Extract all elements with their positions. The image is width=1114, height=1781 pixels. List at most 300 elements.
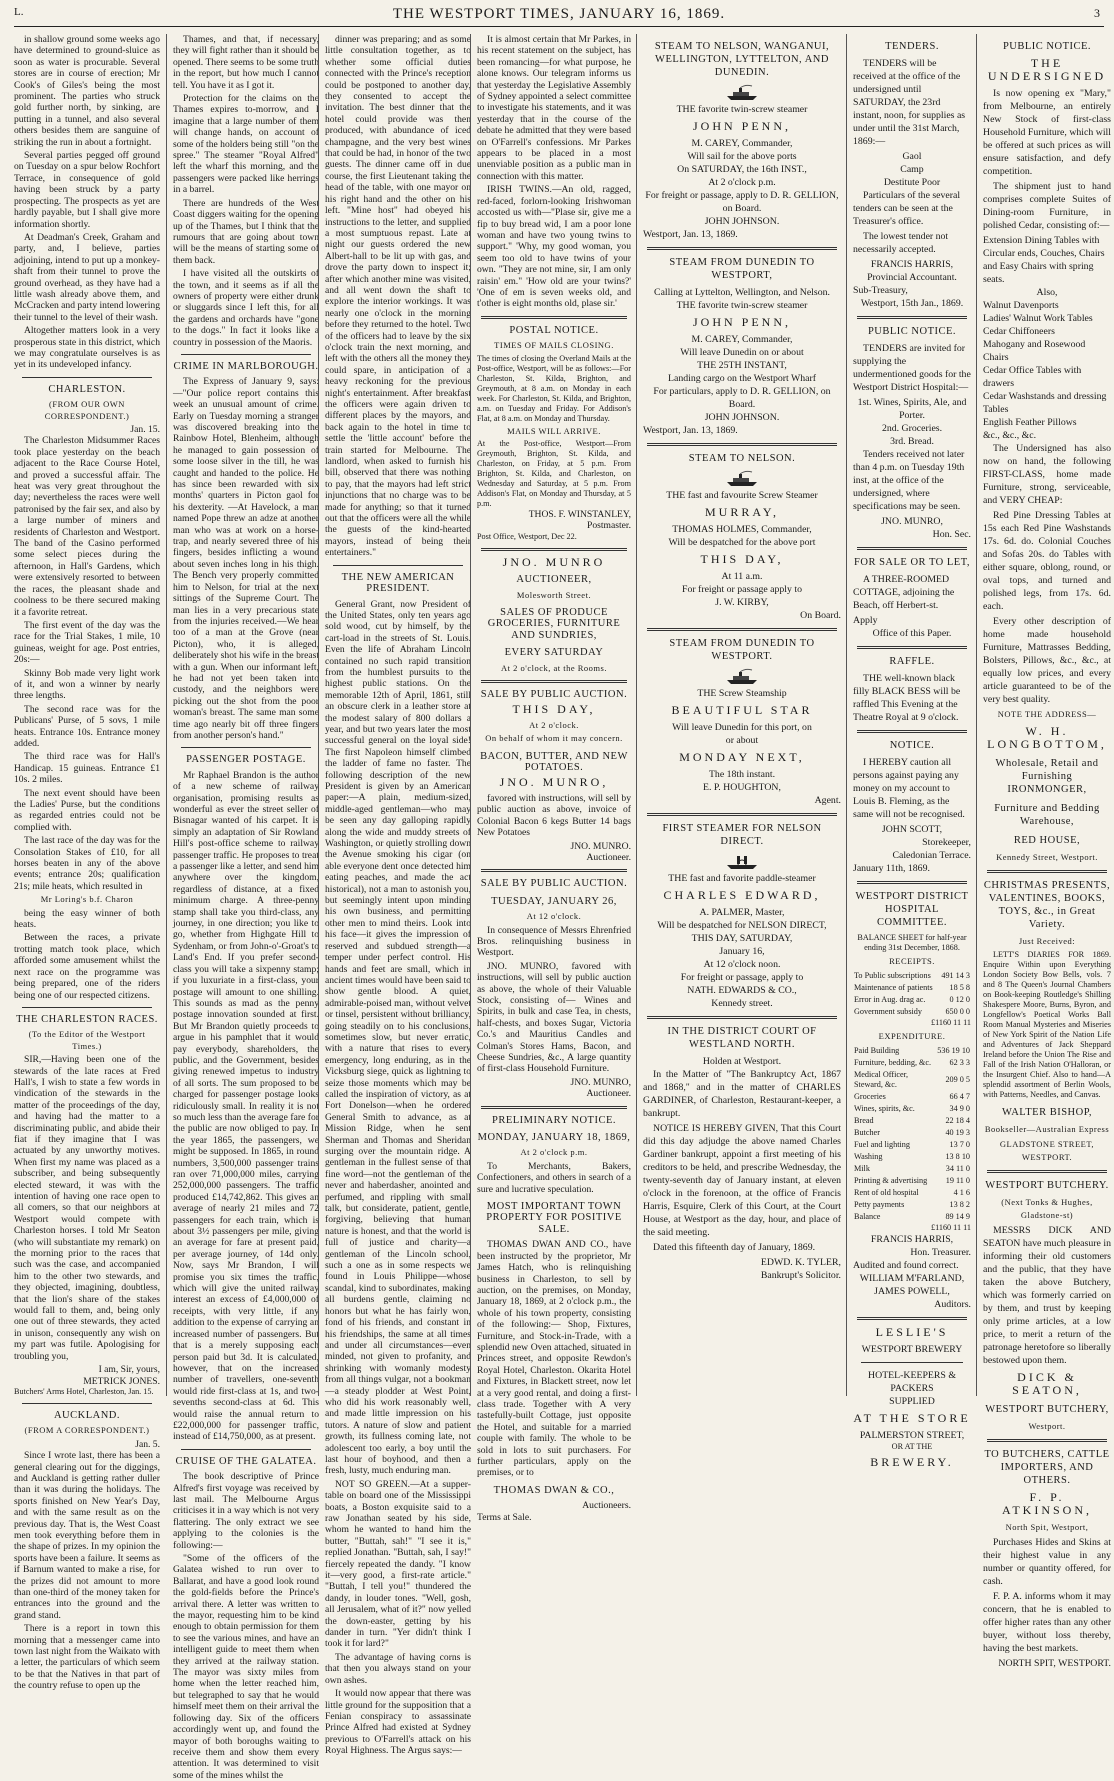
auctioneer-name: JNO. MUNRO,	[499, 775, 609, 790]
heading-new-president: THE NEW AMERICAN PRESIDENT.	[341, 571, 455, 595]
divider	[861, 1362, 963, 1363]
signature-role: Auditors.	[934, 1299, 971, 1310]
dateline: Post Office, Westport, Dec 22.	[477, 531, 577, 541]
paragraph: SIR,—Having been one of the stewards of the late races at Fred Hall's, I wish to state a few words in vindication of the stewards in the matter of the proceedings of the day, and having had the matter to a discriminating public, and abide their fiat if they imagine that I was actuated by any unworthy motives. When first my name was placed as a subscriber, and being subsequently elected steward, it was with the intention of having one race open to all comers, so that our neighbors at Westport would compete with Charleston horses. I told Mr Seaton (who will substantiate my remark) on the morning prior to the races that such was the case, and accompanied him to the other two stewards, and they objected, imagining, doubtless, that the lion's share of the stakes would fall to them, and, being only one out of three stewards, they acted in unison, consequently any wish on my part was futile. Apologising for troubling you,	[14, 1054, 160, 1362]
postal-schedule: The times of closing the Overland Mails at the Post-office, Westport, will be as follows:—For Charleston, St. Kilda, Brighton, and Greymouth, at 8 a.m. on Monday in each week. For Charleston, St. Kilda, and Brighton, a.m. on Tuesday and Friday. For Addison's Flat, at 8 a.m. on Monday and Thursday.	[477, 353, 631, 423]
divider	[647, 443, 837, 446]
divider	[857, 881, 967, 884]
paragraph: Several parties pegged off ground on Tuesday on a spur below Rochfort Terrace, in consequence of gold having been struck by a party prospecting. The prospects as yet are hardly payable, but I shall give more information shortly.	[14, 150, 160, 230]
signature: JOHN JOHNSON.	[704, 412, 780, 423]
signature: JNO. MUNRO,	[881, 516, 943, 527]
balance-label: Medical Officer, Steward, &c.	[854, 1070, 909, 1089]
signature: JOHN SCOTT,	[881, 824, 943, 835]
balance-row	[853, 1139, 971, 1151]
column-7	[976, 34, 1111, 1669]
ad-date: THE 25TH INSTANT,	[697, 360, 787, 371]
furniture-item: Extension Dining Tables with Circular ends, Couches, Chairs and Easy Chairs with spring seats.	[983, 235, 1105, 285]
paragraph: The Charleston Midsummer Races took place yesterday on the beach adjacent to the Race Course Hotel, and proved a successful affair. The heat was very great throughout the day; nevertheless the races were well patronised by the fair sex, and also by a large number of miners and residents of Charleston and Westport. The band of the Casino performed some select pieces during the afternoon, in Hall's Gardens, which were extensively resorted to between the races, the pleasant shade and coolness to be there secured making it a favorite retreat.	[14, 435, 160, 618]
heading-butchers: TO BUTCHERS, CATTLE IMPORTERS, AND OTHERS.	[984, 1449, 1110, 1486]
subheading: (To the Editor of the Westport Times.)	[28, 1029, 146, 1051]
heading-for-sale: FOR SALE OR TO LET,	[854, 557, 970, 568]
divider	[481, 548, 627, 551]
auditor-name: JAMES POWELL,	[874, 1286, 950, 1297]
heading-charleston-races: THE CHARLESTON RACES.	[16, 1013, 158, 1025]
paragraph: Red Pine Dressing Tables at 15s each Red Pine Washstands 17s. 6d. do. Colonial Couches and Sofas 20s. do Tables with either square, oblong, round, or oval tops, and turned and polished legs, from 17s. 6d. each.	[983, 510, 1111, 612]
ship-commander: THOMAS HOLMES, Commander,	[672, 524, 812, 535]
balance-value: 66 4 7	[949, 1092, 970, 1101]
balance-row	[853, 1163, 971, 1175]
ship-commander: M. CAREY, Commander,	[691, 138, 793, 149]
signature: THOMAS DWAN & CO.,	[493, 1484, 615, 1496]
balance-value: 22 18 4	[945, 1116, 970, 1125]
balance-label: Printing & advertising	[854, 1176, 928, 1185]
divider	[857, 730, 967, 733]
ad-or: or about	[725, 735, 759, 746]
merchant-trade: Wholesale, Retail and Furnishing IRONMONGER,	[995, 758, 1099, 795]
balance-label: Butcher	[854, 1128, 880, 1137]
signature-role: Provincial Accountant.	[867, 272, 957, 283]
newspaper-title: THE WESTPORT TIMES, JANUARY 16, 1869.	[392, 6, 726, 22]
ad-date: January 16,	[719, 946, 765, 957]
book-list: LETT'S DIARIES FOR 1869. Enquire Within upon Everything London Society Bow Bells, vols. 7 and 8 The Queen's Journal Chambers on Book-keeping Routledge's Shilling Shakespere Moore, Burns, Byron, and Longfellow's Poetical Works Ball Room Manual Mysteries and Miseries of New York Spirit of the Nation Life and Adventures of Jack Sheppard Ireland before the Union The Rise and Fall of the Irish Nation O'Halloran, or the Insurgent Chief. Also to hand—A splendid assortment of Berlin Wools, with Patterns, Needles, and Canvas.	[983, 950, 1111, 1099]
signature: JNO. MUNRO,	[570, 1076, 631, 1088]
auction-time: At 2 o'clock, at the Rooms.	[501, 662, 607, 673]
paragraph: It would now appear that there was little ground for the supposition that a Fenian conspiracy to assassinate Prince Alfred had existed at Sydney previous to O'Farrell's attack on his Royal Highness. The Argus says:—	[325, 1688, 471, 1757]
paragraph: TENDERS will be received at the office of the undersigned until SATURDAY, the 23rd instant, noon, for supplies as under until the 31st March, 1869:—	[853, 58, 966, 147]
balance-value: 13 8 10	[945, 1152, 970, 1161]
signature: DICK & SEATON,	[1012, 1370, 1082, 1397]
merchant-address: NORTH SPIT, WESTPORT.	[998, 1658, 1111, 1669]
signature-role: Agent.	[814, 795, 841, 806]
heading-charleston: CHARLESTON.	[48, 383, 126, 395]
address: Caledonian Terrace.	[892, 850, 971, 861]
race-winner: Mr Loring's b.f. Charon	[40, 894, 134, 905]
ad-apply: For freight or passage, apply to	[680, 972, 804, 983]
expenditure-total: £1160 11 11	[930, 1223, 971, 1232]
balance-row	[853, 1175, 971, 1187]
balance-label: Rent of old hospital	[854, 1188, 919, 1197]
brewery-line: HOTEL-KEEPERS & PACKERS	[868, 1370, 956, 1394]
ad-date: THIS DAY, SATURDAY,	[691, 933, 793, 944]
balance-label: Petty payments	[854, 1200, 905, 1209]
divider	[181, 747, 311, 748]
column-2	[166, 34, 325, 1781]
heading-galatea: CRUISE OF THE GALATEA.	[175, 1455, 317, 1467]
column-1	[14, 34, 166, 1692]
balance-row	[853, 1091, 971, 1103]
balance-label: Maintenance of patients	[854, 983, 933, 992]
heading-postal-notice: POSTAL NOTICE.	[509, 324, 599, 336]
merchant-house: RED HOUSE,	[1013, 835, 1081, 846]
signature-role: Bookseller—Australian Express	[984, 1124, 1110, 1134]
divider	[22, 1403, 152, 1404]
signature: E. P. HOUGHTON,	[703, 782, 781, 793]
heading-auckland: AUCKLAND.	[53, 1409, 121, 1421]
ship-name: JOHN PENN,	[692, 315, 791, 329]
postal-arrivals: At the Post-office, Westport—From Greymouth, Brighton, St. Kilda, and Charleston, on Friday, at 5 p.m. From Brighton, St. Kilda, and Charleston, on Wednesday and Saturday, at 5 p.m. From Addison's Flat, on Monday and Thursday, at 5 p.m.	[477, 438, 631, 508]
subheading: TIMES OF MAILS CLOSING.	[494, 340, 614, 351]
paragraph: Every other description of home made household Furniture, Mattrasses Bedding, Bolsters, Pillows, &c., &c., at equally low prices, and every article guaranteed to be of the very best quality.	[983, 616, 1111, 705]
divider	[22, 377, 152, 378]
ship-name: JOHN PENN,	[692, 119, 791, 133]
balance-label: Bread	[854, 1116, 874, 1125]
masthead	[14, 4, 1104, 27]
balance-row	[853, 1115, 971, 1127]
auctioneer-title: AUCTIONEER,	[516, 574, 592, 586]
divider	[181, 1449, 311, 1450]
paragraph: There is a report in town this morning that a messenger came into town last night from the Waikato with a letter, the particulars of which seem to be that the Natives in that part of the country refuse to open up the	[14, 1623, 160, 1692]
balance-value: 18 5 8	[949, 983, 970, 992]
dateline: Westport, Jan. 13, 1869.	[643, 229, 738, 240]
signature-role: Bankrupt's Solicitor.	[760, 1270, 841, 1281]
balance-sheet-title: BALANCE SHEET for half-year ending 31st December, 1868.	[857, 933, 967, 952]
sale-terms: Terms at Sale.	[477, 1511, 532, 1523]
paragraph: Protection for the claims on the Thames expires to-morrow, and I imagine that a large number of them will change hands, on account of some of the holders being still "on the spree." The steamer "Royal Alfred" left the wharf this morning, and the passengers were packed like herrings in a barrel.	[173, 93, 319, 196]
paragraph: Purchases Hides and Skins at their highest value in any number or quantity offered, for cash.	[983, 1537, 1111, 1587]
paddle-steamer-icon	[725, 852, 759, 870]
ad-heading: FIRST STEAMER FOR NELSON DIRECT.	[662, 823, 822, 847]
tender-item: Camp	[900, 164, 924, 175]
ad-apply: For particulars, apply to D. R. GELLION, on Board.	[653, 386, 831, 410]
expenditure-table	[853, 1045, 971, 1223]
balance-row	[853, 1211, 971, 1223]
ad-body: Will sail for the above ports	[687, 151, 797, 162]
paragraph: THOMAS DWAN AND CO., have been instructed by the proprietor, Mr James Hatch, who is relinquishing business in Charleston, to sell by auction, on the premises, on Monday, January 18, 1869, at 2 o'clock p.m., the whole of his town property, consisting of the following:— Shop, Fixtures, Furniture, and Stock-in-Trade, with a splendid new Oven attached, situated in Princes street, and opposite Rewdon's Royal Hotel, Charleston. Okarita Hotel and Fixtures, in Blackett street, now let at a very good rental, and doing a first-class trade. Together with A very tastefully-built Cottage, just opposite the Hotel, and suitable for a married couple with family. The whole to be sold in lots to suit purchasers. For further particulars, apply on the premises, or to	[477, 1239, 631, 1479]
paragraph: The next event should have been the Ladies' Purse, but the conditions as regarded entries could not be complied with.	[14, 787, 160, 833]
column-6	[846, 34, 977, 1469]
auctioneer-address: Molesworth Street.	[516, 589, 592, 600]
balance-row	[853, 1006, 971, 1018]
paragraph: Particulars of the several tenders can be seen at the Treasurer's office.	[853, 190, 961, 227]
ad-apply: For freight or passage apply to	[682, 584, 802, 595]
ad-heading: STEAM TO NELSON, WANGANUI, WELLINGTON, LYTTELTON, AND DUNEDIN.	[654, 41, 830, 78]
signoff: I am, Sir, yours,	[98, 1364, 160, 1376]
furniture-item: Cedar Washstands and dressing Tables	[983, 391, 1107, 415]
furniture-item: Cedar Office Tables with drawers	[983, 365, 1082, 389]
auctioneer-name: JNO. MUNRO	[502, 554, 606, 569]
receipts-table	[853, 970, 971, 1018]
paragraph: To Merchants, Bakers, Confectioners, and others in search of a sure and lucrative speculation.	[477, 1160, 631, 1195]
brewery-line: AT THE STORE	[853, 1411, 971, 1425]
signature-role: Hon. Treasurer.	[910, 1247, 971, 1258]
ship-name: MURRAY,	[704, 505, 780, 519]
address-note: NOTE THE ADDRESS—	[997, 709, 1097, 719]
heading-public-notice: PUBLIC NOTICE.	[867, 326, 957, 337]
auditor-name: WILLIAM M'FARLAND,	[859, 1273, 965, 1284]
merchant-name: W. H. LONGBOTTOM,	[987, 724, 1107, 751]
divider	[857, 547, 967, 550]
heading-town-property: MOST IMPORTANT TOWN PROPERTY FOR POSITIVE SALE.	[486, 1201, 622, 1235]
balance-row	[853, 970, 971, 982]
divider	[481, 680, 627, 683]
paragraph: being the easy winner of both heats.	[14, 907, 160, 931]
divider	[647, 1016, 837, 1019]
ad-body: Will leave Dunedin for this port, on	[672, 722, 812, 733]
signature-role: Postmaster.	[587, 520, 631, 532]
paragraph: The third race was for Hall's Handicap. 15 guineas. Entrance £1 10s. 2 miles.	[14, 751, 160, 786]
ad-instant: The 18th instant.	[708, 769, 776, 780]
balance-label: Balance	[854, 1212, 881, 1221]
ad-date: MONDAY NEXT,	[679, 750, 805, 764]
address: Sub-Treasury,	[853, 285, 908, 296]
ad-time: At 2 o'clock p.m.	[708, 177, 776, 188]
signature: WALTER BISHOP,	[1001, 1107, 1093, 1118]
signature: JOHN JOHNSON.	[704, 216, 780, 227]
brewery-line: PALMERSTON STREET,	[859, 1430, 965, 1441]
furniture-item: Walnut Davenports	[983, 300, 1059, 311]
ad-apply: For freight or passage, apply to D. R. GELLION, on Board.	[645, 190, 839, 214]
signature-role: Hon. Sec.	[932, 529, 971, 540]
paragraph: The first event of the day was the race for the Trial Stakes, 1 mile, 10 guineas, weight for age. Post entries, 20s:—	[14, 619, 160, 666]
balance-value: 4 1 6	[953, 1188, 970, 1197]
balance-value: 34 9 0	[949, 1104, 970, 1113]
paragraph: Since I wrote last, there has been a general clearing out for the diggings, and Auckland is getting rather duller than it was during the holidays. The sports finished on New Year's Day, and with the same result as on the previous day. That is, the West Coast men took everything before them in the shape of prizes. In my opinion the sports have been a failure. It seems as if Barnum wanted to make a rise, for the prizes did not amount to more than one-third of the money taken for entrances into the ground and the grand stand.	[14, 1450, 160, 1621]
signature: FRANCIS HARRIS,	[870, 1234, 954, 1245]
receipts-total: £1160 11 11	[930, 1018, 971, 1027]
ad-intro: THE Screw Steamship	[697, 688, 787, 699]
heading-hospital-committee: WESTPORT DISTRICT HOSPITAL COMMITTEE.	[855, 891, 969, 928]
divider	[481, 316, 627, 319]
paragraph: THE well-known black filly BLACK BESS will be raffled This Evening at the Theatre Royal at 9 o'clock.	[853, 673, 961, 723]
signature: NATH. EDWARDS & CO.,	[687, 985, 797, 996]
ship-name: CHARLES EDWARD,	[663, 888, 821, 902]
subheading: (FROM A CORRESPONDENT.)	[24, 1425, 150, 1436]
sale-day: THIS DAY,	[512, 702, 596, 717]
paragraph: in shallow ground some weeks ago have determined to ground-sluice as soon as water is procurable. Several stores are in course of erection; Mr Cook's of Giles's being the most prominent. The parties who struck gold further north, by sinking, are putting in a tunnel, and also several others besides them are sanguine of striking the run in about a fortnight.	[14, 34, 160, 148]
ship-commander: M. CAREY, Commander,	[691, 334, 793, 345]
receipts-heading: RECEIPTS.	[889, 956, 935, 966]
ad-body: Will be despatched for the above port	[668, 537, 816, 548]
paragraph: favored with instructions, will sell by public auction as above, invoice of Colonial Bacon 6 kegs Butter 14 bags New Potatoes	[477, 792, 631, 839]
paragraph: Thames, and that, if necessary, they will fight rather than it should be opened. There seems to be some truth in the report, but how much I cannot tell. You have it as I got it.	[173, 34, 319, 91]
dateline: Westport, Jan. 13, 1869.	[643, 425, 738, 436]
signature-role: On Board.	[800, 610, 841, 621]
paragraph: "Some of the officers of the Galatea wished to run over to Ballarat, and have a good look round the gold-fields before the Prince's arrival there. A letter was written to the mayor, requesting him to be kind enough to obtain permission for them to see the various mines, and have an intelligent guide to meet them when they arrived at the railway station. The mayor was sixty miles from home when the letter reached him, but telegraphed to say that he would himself meet them on their arrival the following day. Six of the officers accordingly went up, and found the mayor of both boroughs waiting to receive them and show them every attention. It was determined to visit some of the mines whilst the	[173, 1553, 319, 1781]
divider	[333, 565, 463, 566]
paragraph: The shipment just to hand comprises complete Suites of Dining-room Furniture, in polished Cedar, consisting of:—	[983, 181, 1111, 231]
brewery-line: BREWERY.	[870, 1455, 954, 1469]
dateline: Jan. 15.	[130, 424, 160, 435]
ad-heading: IN THE DISTRICT COURT OF WESTLAND NORTH.	[667, 1026, 817, 1050]
balance-row	[853, 1069, 971, 1091]
paragraph: In the Matter of "The Bankruptcy Act, 1867 and 1868," and in the matter of CHARLES GARDINER, of Charleston, Restaurant-keeper, a bankrupt.	[643, 1069, 841, 1119]
furniture-item: Mahogany and Rosewood Chairs	[983, 339, 1086, 363]
merchant-name: F. P. ATKINSON,	[1002, 1490, 1092, 1517]
divider	[987, 1170, 1107, 1173]
paragraph: NOT SO GREEN.—At a supper-table on board one of the Mississippi boats, a Boston exquisite said to a raw Jonathan seated by his side, whom he wanted to hand him the butter, "Buttah, sah!" "I see it is," replied Jonathan. "Buttah, sah, I say!" fiercely repeated the dandy. "I know it—very good, a first-rate article." "Buttah, I tell you!" thundered the dandy, in louder tones. "Well, gosh, all Jerusalem, what of it?" now yelled the down-easter, getting by his dander in turn. "Yer didn't think I took it for lard?"	[325, 1478, 471, 1650]
paragraph: Between the races, a private trotting match took place, which afforded some amusement whilst the next race on the programme was being prepared, one of the riders being one of our respected citizens.	[14, 932, 160, 1001]
expenditure-heading: EXPENDITURE.	[878, 1031, 946, 1041]
furniture-item: Cedar Chiffoneers	[983, 326, 1055, 337]
ad-office: Office of this Paper.	[872, 628, 952, 639]
ad-body: Will leave Dunedin on or about	[680, 347, 804, 358]
furniture-item: Ladies' Walnut Work Tables	[983, 313, 1093, 324]
heading-crime: CRIME IN MARLBOROUGH.	[173, 360, 319, 372]
balance-row	[853, 1127, 971, 1139]
column-5	[636, 34, 847, 1396]
divider	[987, 870, 1107, 873]
signature: THOS. F. WINSTANLEY,	[528, 508, 631, 520]
ad-time: At 12 o'clock noon.	[703, 959, 781, 970]
heading-butchery: WESTPORT BUTCHERY.	[985, 1180, 1109, 1191]
steamship-icon	[725, 83, 759, 101]
tender-item: Gaol	[902, 151, 922, 162]
divider	[857, 316, 967, 319]
paragraph: JNO. MUNRO, favored with instructions, will sell by public auction as above, the whole of their Valuable Stock, consisting of— Wines and Spirits, in bulk and case Tea, in chests, half-chests, and boxes Sugar, Victoria Co.'s and Mauritius Candles and Colman's Stores Hams, Bacon, and Cheese Sundries, &c., A large quantity of first-class Household Furniture.	[477, 960, 631, 1075]
brewery-name: LESLIE'S	[875, 1325, 949, 1339]
balance-label: To Public subscriptions	[854, 971, 931, 980]
balance-value: 89 14 9	[945, 1212, 970, 1221]
paragraph: TENDERS are invited for supplying the undermentioned goods for the Westport District Hospital:—	[853, 343, 971, 393]
balance-label: Furniture, bedding, &c.	[854, 1058, 932, 1067]
paragraph: At Deadman's Creek, Graham and party, and, I believe, parties adjoining, intend to put up a monkey-shaft from their tunnel to prove the ground overhead, as they have had a little wash already above them, and McCracken and party intend lowering their tunnel to the level of their wash.	[14, 231, 160, 323]
furniture-item: English Feather Pillows	[983, 417, 1077, 428]
page-number: 3	[1094, 6, 1100, 20]
balance-row	[853, 1187, 971, 1199]
divider	[647, 813, 837, 816]
balance-value: 13 7 0	[949, 1140, 970, 1149]
signature: JNO. MUNRO.	[570, 840, 631, 852]
ad-date: On SATURDAY, the 16th INST.,	[677, 164, 807, 175]
balance-value: 13 8 2	[949, 1200, 970, 1209]
column-3	[318, 34, 477, 1757]
paragraph: The second race was for the Publicans' Purse, of 5 sovs, 1 mile heats. Entrance 10s. Entrance money added.	[14, 703, 160, 749]
paragraph: Dated this fifteenth day of January, 1869.	[653, 1242, 816, 1253]
paragraph: The advantage of having corns is that then you always stand on your own ashes.	[325, 1651, 471, 1686]
signature: METRICK JONES.	[83, 1375, 160, 1387]
dateline: Jan. 5.	[135, 1438, 160, 1450]
paragraph: In consequence of Messrs Ehrenfried Bros. relinquishing business in Westport.	[477, 924, 631, 959]
paragraph: It is almost certain that Mr Parkes, in his recent statement on the subject, has been romancing—for what purpose, he alone knows. Our telegram informs us that yesterday the Legislative Assembly of Sydney appointed a select committee to investigate his statements, and it was yesterday that in the course of the debate he admitted that they were based on O'Farrell's confessions. Mr Parkes appears to be placed in a most unenviable position as a public man in connection with this matter.	[477, 34, 631, 182]
sale-time: At 2 o'clock.	[529, 719, 579, 730]
tender-item: Destitute Poor	[883, 177, 941, 188]
notice-title: THE UNDERSIGNED	[987, 56, 1107, 83]
ad-heading: STEAM FROM DUNEDIN TO WESTPORT.	[669, 638, 815, 662]
balance-label: Milk	[854, 1164, 870, 1173]
furniture-item: &c., &c., &c.	[983, 430, 1037, 441]
ad-intro: THE favorite twin-screw steamer	[676, 300, 808, 311]
paragraph: The last race of the day was for the Consolation Stakes of £10, for all horses beaten in any of the above events; entrance 20s; qualification 21s; mile heats, which resulted in	[14, 835, 160, 892]
divider	[647, 628, 837, 631]
heading-sale: SALE BY PUBLIC AUCTION.	[480, 878, 628, 890]
balance-value: 34 11 0	[945, 1164, 970, 1173]
butchery-location: (Next Tonks & Hughes, Gladstone-st)	[1001, 1197, 1093, 1220]
merchant-address: GLADSTONE STREET, WESTPORT.	[999, 1139, 1095, 1162]
ship-name: BEAUTIFUL STAR	[671, 703, 813, 717]
paragraph: Mr Raphael Brandon is the author of a new scheme of railway organisation, promising results as wonderful as ever the street seller of Bisnagar wanted of his carpet. It is simply an adaptation of Sir Rowland Hill's post-office scheme to railway passenger traffic. He proposes to treat a passenger like a letter, and send him anywhere over the kingdom, regardless of distance, at a fixed minimum charge. A three-penny stamp shall take you third-class, any journey, in one direction; you like to go, whether from Highgate Hill to Sydenham, or from John-o'-Groat's to Land's End. If you prefer second-class you will take a sixpenny stamp; if you luxuriate in a first-class, your postage will amount to one shilling. This sounds as mad as the penny postage innovation sounded at first. But Mr Brandon quietly proceeds to argue in his pamphlet that it would pay everybody, shareholders, the public, and the Government, besides giving renewed impetus to industry of all sorts. The sum proposed to be charged for passenger postage looks ridiculously small. In reality it is not so much less than the average fare for the public are now obliged to pay. In the year 1865, the passengers, we might be supposed. In 1865, in round numbers, 3,500,000 passenger trains ran over 71,000,000 miles, carrying 252,000,000 passengers. The traffic produced £14,742,862. This gives an average of nearly 21 miles and 72 passengers for each train, which is about 3½ passengers per mile, giving an average for fare at present paid, per average journey, of 14d only. Now, says Mr Brandon, I will promise you six times the traffic, which will give the united railway interest an excess of £4,000,000 of receipts, with very little, if any addition to the expense of carrying an increased number of passengers. But that is a merely supposing each person paid but 3d. It is calculated, however, that on the increased number of travellers, one-seventh would ride first-class at 1s, and two-sevenths second-class at 6d. This would raise the annual return to £22,000,000 for passenger traffic, instead of £14,750,000, as at present.	[173, 769, 319, 1443]
balance-row	[853, 1199, 971, 1211]
heading-raffle: RAFFLE.	[889, 656, 935, 667]
ad-heading: STEAM TO NELSON.	[688, 453, 796, 464]
signature: FRANCIS HARRIS,	[870, 259, 954, 270]
heading-public-notice: PUBLIC NOTICE.	[1002, 41, 1092, 52]
received-note: Just Received:	[1018, 936, 1076, 946]
balance-value: 40 19 3	[945, 1128, 970, 1137]
butchery-place: Westport.	[1028, 1421, 1066, 1431]
balance-label: Wines, spirits, &c.	[854, 1104, 915, 1113]
balance-value: 0 12 0	[949, 995, 970, 1004]
paragraph: The lowest tender not necessarily accepted.	[853, 231, 949, 255]
paragraph: I HEREBY caution all persons against paying any money on my account to Louis B. Fleming, as the same will not be recognised.	[853, 757, 965, 820]
signature-role: Auctioneers.	[582, 1500, 631, 1512]
ad-heading: STEAM FROM DUNEDIN TO WESTPORT,	[669, 257, 815, 281]
balance-label: Error in Aug. drag ac.	[854, 995, 926, 1004]
steamship-icon	[725, 667, 759, 685]
paragraph: I have visited all the outskirts of the town, and it seems as if all the owners of property were either drunk or sluggards since I left this, for all the gardens and orchards have "gone to the dogs." In fact it looks like a country in possession of the Maoris.	[173, 268, 319, 348]
balance-label: Groceries	[854, 1092, 886, 1101]
sale-goods: BACON, BUTTER, AND NEW POTATOES.	[480, 750, 628, 774]
butchery-name: WESTPORT BUTCHERY,	[985, 1404, 1109, 1415]
divider	[857, 646, 967, 649]
paragraph: MESSRS DICK AND SEATON have much pleasure in informing their old customers and the public, that they have taken the above Butchery, which was formerly carried on by them, and trust by keeping only prime articles, at a low price, to merit a return of the patronage heretofore so liberally bestowed upon them.	[983, 1225, 1111, 1366]
paragraph: NOTICE IS HEREBY GIVEN, That this Court did this day adjudge the above named Charles Gardiner bankrupt, appoint a first meeting of his creditors to be held, and prescribe Wednesday, the twenty-seventh day of January instant, at eleven o'clock in the forenoon, at the office of Francis Harris, Esquire, Clerk of this Court, at the Court House, at Westport as the day, hour, and place of the said meeting.	[643, 1123, 841, 1238]
merchant-address: Kennedy Street, Westport.	[996, 852, 1098, 862]
tender-item: 3rd. Bread.	[890, 436, 934, 447]
furniture-item: Also,	[1036, 287, 1058, 298]
sale-date: TUESDAY, JANUARY 26,	[491, 895, 617, 907]
paragraph: Is now opening ex "Mary," from Melbourne, an entirely New Stock of first-class Household Furniture, which will be offered at such prices as will ensure satisfaction, and defy competition.	[983, 88, 1111, 177]
heading-notice: NOTICE.	[889, 740, 935, 751]
signature-role: Auctioneer.	[586, 1088, 631, 1100]
divider	[857, 1317, 967, 1320]
divider	[481, 1106, 627, 1109]
ad-apply: Apply	[853, 615, 878, 626]
agent-address: Kennedy street.	[711, 998, 773, 1009]
ad-body: Will be despatched for NELSON DIRECT,	[657, 920, 827, 931]
balance-label: Paid Building	[854, 1046, 900, 1055]
signature: EDWD. K. TYLER,	[760, 1257, 841, 1268]
signature: J. W. KIRBY,	[715, 597, 769, 608]
divider	[481, 869, 627, 872]
brewery-line: OR AT THE	[891, 1442, 933, 1451]
brewery-title: WESTPORT BREWERY	[861, 1344, 963, 1355]
heading-passenger-postage: PASSENGER POSTAGE.	[186, 754, 306, 766]
paragraph: General Grant, now President of the United States, only ten years ago sold wood, cut by himself, by the cart-load in the streets of St. Louis. Even the life of Abraham Lincoln contained no such rapid transition from the humblest pursuits to the highest public stations. On the memorable 12th of April, 1861, still an obscure clerk in a leather store at the modest salary of 800 dollars a year, and but two years later the most successful general on the loyal side! The first Napoleon himself climbed the ladder of fame no faster. The following description of the new President is given by an American paper:—A plain, medium-sized, middle-aged gentleman—who may be seen any day galloping rapidly along the wide and muddy streets of Washington, or quietly strolling down the Avenue smoking his cigar (on able everyone dent once detected him eating peaches, and made the act historical), not a man to astonish you, but seemingly intent upon minding his own business, and permitting other men to mind theirs. Look into his face—it gives the impression of reserved and subdued strength—a temper under perfect control. His hands and feet are small, which in ancient times would have been said to show gentle blood. A quiet, admirable-poised man, without velvet or tinsel, persistent without brilliancy, going steadily on to his conclusions, sometimes slow, but never erratic, with a nature that rises to every emergency, long enduring, as in the Vicksburg siege, quick as lightning to seize those moments which may be called the inspiration of victory, as at Fort Donelson—when he ordered General Smith to advance, as at Mission Ridge, when he sent Sherman and Thomas and Sheridan surging over the mountain ridge. A gentleman in the fullest sense of that fine word—not the gentleman of the never and haberdasher, anointed and perfumed, and rippling with small talk, but considerate, patient, gentle, forgiving, believing that human nature is honest, and that the world is full of justice and charity—a gentleman of the Lincoln school, such a one as in some respects we found in Louis Philippe—whose scandal, kind to subordinates, making all burdens gentle, claiming no honors but what he has fairly won, fond of his friends, and constant in his friendships, the same at all times and under all circumstances—even minded, not given to profanity, and shrinking with womanly modesty from all things vulgar, not a bookman—a steady plodder at West Point, who did his work reasonably well, and made little impression on his tutors. A nature of slow and patient growth, its fullness coming late, not adolescent too early, a boy until the last hour of boyhood, and then a fresh, lusty, much enduring man.	[325, 598, 471, 1477]
heading-tenders: TENDERS.	[885, 41, 939, 52]
paragraph: dinner was preparing; and as some little consultation together, as to whether some official duties connected with the Prince's reception could be postponed to another day, they consented to accept the invitation. The best dinner that the hotel could provide was then produced, with abundance of iced champagne, and the very best wines that could be had, in honor of the two guests. The dinner came off in due course, the first Lieutenant taking the head of the table, with one mayor on his right hand and the other on his left. "Mine host" had obeyed his instructions to the letter, and supplied a most sumptuous repast. Late at night our guests ordered the new Albert-hall to be lit up with gas, and drove the party down to inspect it; after which another mine was visited, and all went down the shaft to explore the interior workings. It was nearly one o'clock in the morning before they returned to the hotel. Two of the officers had to leave by the six o'clock train the next morning, and left with the others all the money they could spare, in anticipation of a heavy reckoning for the previous night's entertainment. After breakfast the officers were again driven to different places by the mayors, and back again to the hotel in time to settle the 'little account' before the train started for Melbourne. The landlord, when asked to furnish his bill, observed that there was nothing to pay, that the mayors had left strict injunctions that no charge was to be made for anything; so that it turned out that the officers were all the while the guests of the kind-hearted mayors, instead of being their entertainers."	[325, 34, 471, 559]
balance-row	[853, 982, 971, 994]
divider	[647, 247, 837, 250]
court-location: Holden at Westport.	[702, 1056, 782, 1067]
ad-intro: THE fast and favorite paddle-steamer	[668, 873, 816, 884]
balance-label: Government subsidy	[854, 1007, 922, 1016]
merchant-trade: Furniture and Bedding Warehouse,	[994, 803, 1100, 827]
notice-date: MONDAY, JANUARY 18, 1869,	[477, 1132, 631, 1144]
signature-role: Auctioneer.	[586, 851, 631, 863]
sale-time: At 12 o'clock.	[526, 911, 582, 922]
paragraph: IRISH TWINS.—An old, ragged, red-faced, forlorn-looking Irishwoman accosted us with—"Plase sir, give me a fip to buy bread wid, I am a poor lone woman and have two young twins to support." 'Why, my good woman, you seem too old to have twins of your own. "They are not mine, sir, I am only raisin' em." 'How old are your twins?' 'One of em is seven weeks old, and t'other is eight months old, plase sir.'	[477, 184, 631, 310]
ship-master: A. PALMER, Master,	[699, 907, 785, 918]
paragraph: The Undersigned has also now on hand, the following FIRST-CLASS, home made Furniture, strong, serviceable, and VERY CHEAP:	[983, 443, 1111, 506]
paragraph: Tenders received not later than 4 p.m. on Tuesday 19th inst, at the office of the undersigned, where specifications may be seen.	[853, 449, 965, 512]
divider	[22, 1007, 152, 1008]
ad-date: THIS DAY,	[700, 552, 784, 566]
ad-calling: Calling at Lyttelton, Wellington, and Nelson.	[654, 287, 830, 298]
paragraph: F. P. A. informs whom it may concern, that he is enabled to offer higher rates than any other buyer, without loss thereby, having the best markets.	[983, 1591, 1111, 1654]
subheading: MAILS WILL ARRIVE.	[507, 425, 601, 436]
notice-time: At 2 o'clock p.m.	[520, 1147, 588, 1158]
paragraph: Skinny Bob made very light work of it, and won a winner by nearly three lengths.	[14, 667, 160, 702]
balance-row	[853, 1151, 971, 1163]
signoff-address: Butchers' Arms Hotel, Charleston, Jan. 15.	[14, 1386, 154, 1396]
balance-row	[853, 1045, 971, 1057]
heading-christmas: CHRISTMAS PRESENTS, VALENTINES, BOOKS, TOYS, &c., in Great Variety.	[983, 880, 1111, 930]
balance-label: Washing	[854, 1152, 883, 1161]
column-4	[470, 34, 637, 1523]
divider	[987, 1439, 1107, 1442]
dateline: January 11th, 1869.	[853, 863, 930, 874]
heading-sale: SALE BY PUBLIC AUCTION.	[480, 689, 628, 701]
